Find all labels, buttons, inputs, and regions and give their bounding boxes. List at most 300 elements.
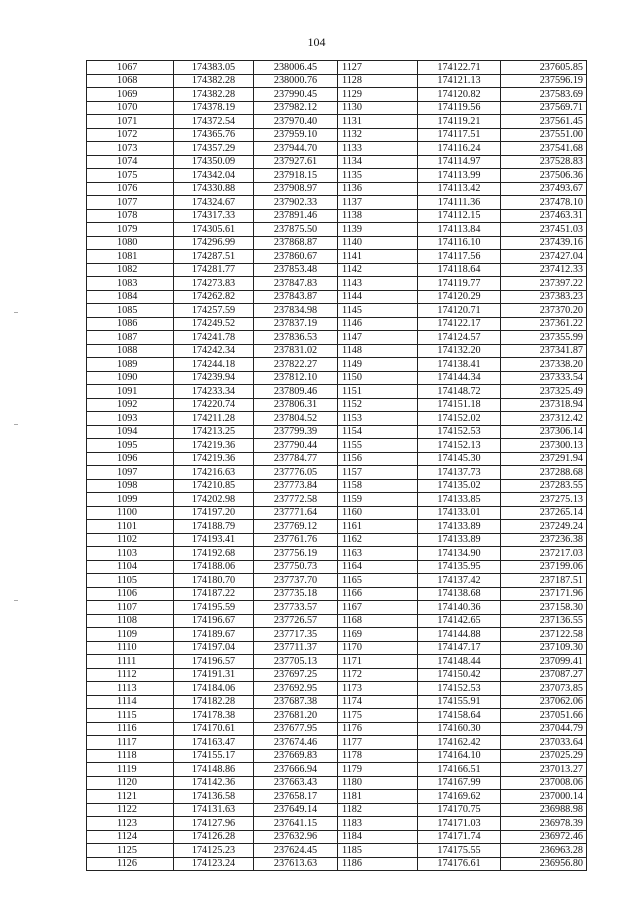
x-coordinate-cell: 174170.75 bbox=[418, 803, 501, 817]
y-coordinate-cell: 237561.45 bbox=[501, 115, 587, 129]
x-coordinate-cell: 174167.99 bbox=[418, 776, 501, 790]
y-coordinate-cell: 237868.87 bbox=[254, 236, 338, 250]
x-coordinate-cell: 174133.89 bbox=[418, 520, 501, 534]
point-number-cell: 1150 bbox=[338, 371, 418, 385]
point-number-cell: 1090 bbox=[87, 371, 174, 385]
x-coordinate-cell: 174262.82 bbox=[174, 290, 254, 304]
point-number-cell: 1085 bbox=[87, 304, 174, 318]
y-coordinate-cell: 237087.27 bbox=[501, 668, 587, 682]
y-coordinate-cell: 237769.12 bbox=[254, 520, 338, 534]
x-coordinate-cell: 174196.67 bbox=[174, 614, 254, 628]
x-coordinate-cell: 174184.06 bbox=[174, 682, 254, 696]
x-coordinate-cell: 174182.28 bbox=[174, 695, 254, 709]
point-number-cell: 1157 bbox=[338, 466, 418, 480]
point-number-cell: 1134 bbox=[338, 155, 418, 169]
point-number-cell: 1102 bbox=[87, 533, 174, 547]
x-coordinate-cell: 174170.61 bbox=[174, 722, 254, 736]
coordinates-table-body bbox=[87, 61, 587, 871]
point-number-cell: 1086 bbox=[87, 317, 174, 331]
point-number-cell: 1067 bbox=[87, 61, 174, 75]
x-coordinate-cell: 174169.62 bbox=[418, 790, 501, 804]
x-coordinate-cell: 174188.06 bbox=[174, 560, 254, 574]
x-coordinate-cell: 174211.28 bbox=[174, 412, 254, 426]
point-number-cell: 1107 bbox=[87, 601, 174, 615]
y-coordinate-cell: 237412.33 bbox=[501, 263, 587, 277]
x-coordinate-cell: 174216.63 bbox=[174, 466, 254, 480]
table-row bbox=[87, 236, 587, 250]
x-coordinate-cell: 174118.64 bbox=[418, 263, 501, 277]
table-row bbox=[87, 452, 587, 466]
y-coordinate-cell: 236988.98 bbox=[501, 803, 587, 817]
point-number-cell: 1114 bbox=[87, 695, 174, 709]
table-row bbox=[87, 844, 587, 858]
coordinates-table bbox=[86, 60, 587, 871]
point-number-cell: 1172 bbox=[338, 668, 418, 682]
y-coordinate-cell: 237663.43 bbox=[254, 776, 338, 790]
x-coordinate-cell: 174119.21 bbox=[418, 115, 501, 129]
point-number-cell: 1072 bbox=[87, 128, 174, 142]
table-row bbox=[87, 439, 587, 453]
y-coordinate-cell: 237099.41 bbox=[501, 655, 587, 669]
y-coordinate-cell: 237750.73 bbox=[254, 560, 338, 574]
y-coordinate-cell: 237666.94 bbox=[254, 763, 338, 777]
x-coordinate-cell: 174196.57 bbox=[174, 655, 254, 669]
y-coordinate-cell: 237199.06 bbox=[501, 560, 587, 574]
point-number-cell: 1170 bbox=[338, 641, 418, 655]
y-coordinate-cell: 237275.13 bbox=[501, 493, 587, 507]
x-coordinate-cell: 174191.31 bbox=[174, 668, 254, 682]
y-coordinate-cell: 237902.33 bbox=[254, 196, 338, 210]
point-number-cell: 1164 bbox=[338, 560, 418, 574]
y-coordinate-cell: 237687.38 bbox=[254, 695, 338, 709]
y-coordinate-cell: 237265.14 bbox=[501, 506, 587, 520]
x-coordinate-cell: 174365.76 bbox=[174, 128, 254, 142]
point-number-cell: 1081 bbox=[87, 250, 174, 264]
x-coordinate-cell: 174138.68 bbox=[418, 587, 501, 601]
x-coordinate-cell: 174137.73 bbox=[418, 466, 501, 480]
x-coordinate-cell: 174210.85 bbox=[174, 479, 254, 493]
y-coordinate-cell: 237799.39 bbox=[254, 425, 338, 439]
point-number-cell: 1166 bbox=[338, 587, 418, 601]
table-row bbox=[87, 412, 587, 426]
point-number-cell: 1171 bbox=[338, 655, 418, 669]
margin-mark bbox=[14, 600, 18, 601]
y-coordinate-cell: 237847.83 bbox=[254, 277, 338, 291]
x-coordinate-cell: 174158.64 bbox=[418, 709, 501, 723]
point-number-cell: 1143 bbox=[338, 277, 418, 291]
y-coordinate-cell: 237439.16 bbox=[501, 236, 587, 250]
point-number-cell: 1069 bbox=[87, 88, 174, 102]
y-coordinate-cell: 237776.05 bbox=[254, 466, 338, 480]
point-number-cell: 1177 bbox=[338, 736, 418, 750]
x-coordinate-cell: 174132.20 bbox=[418, 344, 501, 358]
point-number-cell: 1176 bbox=[338, 722, 418, 736]
x-coordinate-cell: 174116.10 bbox=[418, 236, 501, 250]
x-coordinate-cell: 174202.98 bbox=[174, 493, 254, 507]
x-coordinate-cell: 174148.72 bbox=[418, 385, 501, 399]
x-coordinate-cell: 174119.77 bbox=[418, 277, 501, 291]
point-number-cell: 1088 bbox=[87, 344, 174, 358]
x-coordinate-cell: 174113.84 bbox=[418, 223, 501, 237]
point-number-cell: 1091 bbox=[87, 385, 174, 399]
point-number-cell: 1185 bbox=[338, 844, 418, 858]
margin-mark bbox=[14, 424, 18, 425]
x-coordinate-cell: 174213.25 bbox=[174, 425, 254, 439]
y-coordinate-cell: 237944.70 bbox=[254, 142, 338, 156]
point-number-cell: 1151 bbox=[338, 385, 418, 399]
x-coordinate-cell: 174133.85 bbox=[418, 493, 501, 507]
table-row bbox=[87, 547, 587, 561]
x-coordinate-cell: 174152.02 bbox=[418, 412, 501, 426]
point-number-cell: 1141 bbox=[338, 250, 418, 264]
table-row bbox=[87, 749, 587, 763]
y-coordinate-cell: 237711.37 bbox=[254, 641, 338, 655]
table-row bbox=[87, 668, 587, 682]
x-coordinate-cell: 174163.47 bbox=[174, 736, 254, 750]
y-coordinate-cell: 237596.19 bbox=[501, 74, 587, 88]
y-coordinate-cell: 237187.51 bbox=[501, 574, 587, 588]
table-row bbox=[87, 196, 587, 210]
x-coordinate-cell: 174120.71 bbox=[418, 304, 501, 318]
point-number-cell: 1101 bbox=[87, 520, 174, 534]
y-coordinate-cell: 237506.36 bbox=[501, 169, 587, 183]
point-number-cell: 1084 bbox=[87, 290, 174, 304]
table-row bbox=[87, 533, 587, 547]
point-number-cell: 1161 bbox=[338, 520, 418, 534]
x-coordinate-cell: 174160.30 bbox=[418, 722, 501, 736]
y-coordinate-cell: 237288.68 bbox=[501, 466, 587, 480]
table-row bbox=[87, 520, 587, 534]
table-row bbox=[87, 601, 587, 615]
point-number-cell: 1135 bbox=[338, 169, 418, 183]
y-coordinate-cell: 237784.77 bbox=[254, 452, 338, 466]
y-coordinate-cell: 237325.49 bbox=[501, 385, 587, 399]
y-coordinate-cell: 237771.64 bbox=[254, 506, 338, 520]
x-coordinate-cell: 174357.29 bbox=[174, 142, 254, 156]
x-coordinate-cell: 174119.56 bbox=[418, 101, 501, 115]
table-row bbox=[87, 398, 587, 412]
table-row bbox=[87, 614, 587, 628]
x-coordinate-cell: 174134.90 bbox=[418, 547, 501, 561]
x-coordinate-cell: 174125.23 bbox=[174, 844, 254, 858]
y-coordinate-cell: 237551.00 bbox=[501, 128, 587, 142]
x-coordinate-cell: 174164.10 bbox=[418, 749, 501, 763]
table-row bbox=[87, 682, 587, 696]
y-coordinate-cell: 237341.87 bbox=[501, 344, 587, 358]
y-coordinate-cell: 237044.79 bbox=[501, 722, 587, 736]
x-coordinate-cell: 174142.65 bbox=[418, 614, 501, 628]
x-coordinate-cell: 174131.63 bbox=[174, 803, 254, 817]
point-number-cell: 1128 bbox=[338, 74, 418, 88]
x-coordinate-cell: 174378.19 bbox=[174, 101, 254, 115]
x-coordinate-cell: 174382.28 bbox=[174, 88, 254, 102]
x-coordinate-cell: 174116.24 bbox=[418, 142, 501, 156]
x-coordinate-cell: 174189.67 bbox=[174, 628, 254, 642]
point-number-cell: 1092 bbox=[87, 398, 174, 412]
table-row bbox=[87, 425, 587, 439]
x-coordinate-cell: 174120.29 bbox=[418, 290, 501, 304]
x-coordinate-cell: 174249.52 bbox=[174, 317, 254, 331]
y-coordinate-cell: 237333.54 bbox=[501, 371, 587, 385]
y-coordinate-cell: 237217.03 bbox=[501, 547, 587, 561]
point-number-cell: 1123 bbox=[87, 817, 174, 831]
y-coordinate-cell: 237613.63 bbox=[254, 857, 338, 871]
x-coordinate-cell: 174220.74 bbox=[174, 398, 254, 412]
point-number-cell: 1147 bbox=[338, 331, 418, 345]
point-number-cell: 1142 bbox=[338, 263, 418, 277]
x-coordinate-cell: 174113.99 bbox=[418, 169, 501, 183]
x-coordinate-cell: 174372.54 bbox=[174, 115, 254, 129]
y-coordinate-cell: 237831.02 bbox=[254, 344, 338, 358]
x-coordinate-cell: 174330.88 bbox=[174, 182, 254, 196]
y-coordinate-cell: 237927.61 bbox=[254, 155, 338, 169]
point-number-cell: 1156 bbox=[338, 452, 418, 466]
table-row bbox=[87, 493, 587, 507]
y-coordinate-cell: 237249.24 bbox=[501, 520, 587, 534]
y-coordinate-cell: 237569.71 bbox=[501, 101, 587, 115]
y-coordinate-cell: 237397.22 bbox=[501, 277, 587, 291]
point-number-cell: 1113 bbox=[87, 682, 174, 696]
point-number-cell: 1167 bbox=[338, 601, 418, 615]
x-coordinate-cell: 174178.38 bbox=[174, 709, 254, 723]
point-number-cell: 1163 bbox=[338, 547, 418, 561]
point-number-cell: 1115 bbox=[87, 709, 174, 723]
point-number-cell: 1078 bbox=[87, 209, 174, 223]
x-coordinate-cell: 174152.53 bbox=[418, 425, 501, 439]
x-coordinate-cell: 174296.99 bbox=[174, 236, 254, 250]
x-coordinate-cell: 174117.56 bbox=[418, 250, 501, 264]
point-number-cell: 1162 bbox=[338, 533, 418, 547]
x-coordinate-cell: 174188.79 bbox=[174, 520, 254, 534]
y-coordinate-cell: 237493.67 bbox=[501, 182, 587, 196]
y-coordinate-cell: 237632.96 bbox=[254, 830, 338, 844]
table-row bbox=[87, 61, 587, 75]
x-coordinate-cell: 174145.30 bbox=[418, 452, 501, 466]
y-coordinate-cell: 237822.27 bbox=[254, 358, 338, 372]
y-coordinate-cell: 237681.20 bbox=[254, 709, 338, 723]
x-coordinate-cell: 174133.01 bbox=[418, 506, 501, 520]
x-coordinate-cell: 174241.78 bbox=[174, 331, 254, 345]
x-coordinate-cell: 174176.61 bbox=[418, 857, 501, 871]
point-number-cell: 1160 bbox=[338, 506, 418, 520]
point-number-cell: 1111 bbox=[87, 655, 174, 669]
point-number-cell: 1119 bbox=[87, 763, 174, 777]
x-coordinate-cell: 174148.86 bbox=[174, 763, 254, 777]
point-number-cell: 1173 bbox=[338, 682, 418, 696]
x-coordinate-cell: 174383.05 bbox=[174, 61, 254, 75]
table-row bbox=[87, 142, 587, 156]
y-coordinate-cell: 237804.52 bbox=[254, 412, 338, 426]
table-row bbox=[87, 223, 587, 237]
table-row bbox=[87, 736, 587, 750]
point-number-cell: 1127 bbox=[338, 61, 418, 75]
table-row bbox=[87, 317, 587, 331]
y-coordinate-cell: 237541.68 bbox=[501, 142, 587, 156]
x-coordinate-cell: 174124.57 bbox=[418, 331, 501, 345]
x-coordinate-cell: 174350.09 bbox=[174, 155, 254, 169]
point-number-cell: 1093 bbox=[87, 412, 174, 426]
table-row bbox=[87, 277, 587, 291]
point-number-cell: 1144 bbox=[338, 290, 418, 304]
x-coordinate-cell: 174195.59 bbox=[174, 601, 254, 615]
y-coordinate-cell: 237772.58 bbox=[254, 493, 338, 507]
x-coordinate-cell: 174180.70 bbox=[174, 574, 254, 588]
point-number-cell: 1183 bbox=[338, 817, 418, 831]
x-coordinate-cell: 174144.88 bbox=[418, 628, 501, 642]
table-row bbox=[87, 250, 587, 264]
x-coordinate-cell: 174287.51 bbox=[174, 250, 254, 264]
x-coordinate-cell: 174233.34 bbox=[174, 385, 254, 399]
x-coordinate-cell: 174305.61 bbox=[174, 223, 254, 237]
table-row bbox=[87, 101, 587, 115]
y-coordinate-cell: 237033.64 bbox=[501, 736, 587, 750]
table-row bbox=[87, 182, 587, 196]
y-coordinate-cell: 236956.80 bbox=[501, 857, 587, 871]
point-number-cell: 1174 bbox=[338, 695, 418, 709]
y-coordinate-cell: 237062.06 bbox=[501, 695, 587, 709]
table-row bbox=[87, 385, 587, 399]
x-coordinate-cell: 174342.04 bbox=[174, 169, 254, 183]
point-number-cell: 1087 bbox=[87, 331, 174, 345]
table-row bbox=[87, 641, 587, 655]
point-number-cell: 1153 bbox=[338, 412, 418, 426]
x-coordinate-cell: 174152.13 bbox=[418, 439, 501, 453]
y-coordinate-cell: 237463.31 bbox=[501, 209, 587, 223]
y-coordinate-cell: 237970.40 bbox=[254, 115, 338, 129]
y-coordinate-cell: 237733.57 bbox=[254, 601, 338, 615]
table-row bbox=[87, 506, 587, 520]
y-coordinate-cell: 237583.69 bbox=[501, 88, 587, 102]
point-number-cell: 1097 bbox=[87, 466, 174, 480]
x-coordinate-cell: 174135.95 bbox=[418, 560, 501, 574]
point-number-cell: 1080 bbox=[87, 236, 174, 250]
y-coordinate-cell: 237726.57 bbox=[254, 614, 338, 628]
y-coordinate-cell: 237025.29 bbox=[501, 749, 587, 763]
x-coordinate-cell: 174197.04 bbox=[174, 641, 254, 655]
point-number-cell: 1098 bbox=[87, 479, 174, 493]
table-row bbox=[87, 709, 587, 723]
point-number-cell: 1073 bbox=[87, 142, 174, 156]
y-coordinate-cell: 237300.13 bbox=[501, 439, 587, 453]
y-coordinate-cell: 237641.15 bbox=[254, 817, 338, 831]
point-number-cell: 1106 bbox=[87, 587, 174, 601]
y-coordinate-cell: 237891.46 bbox=[254, 209, 338, 223]
point-number-cell: 1178 bbox=[338, 749, 418, 763]
y-coordinate-cell: 237806.31 bbox=[254, 398, 338, 412]
y-coordinate-cell: 237122.58 bbox=[501, 628, 587, 642]
y-coordinate-cell: 237735.18 bbox=[254, 587, 338, 601]
table-row bbox=[87, 803, 587, 817]
point-number-cell: 1148 bbox=[338, 344, 418, 358]
x-coordinate-cell: 174281.77 bbox=[174, 263, 254, 277]
point-number-cell: 1079 bbox=[87, 223, 174, 237]
point-number-cell: 1181 bbox=[338, 790, 418, 804]
x-coordinate-cell: 174273.83 bbox=[174, 277, 254, 291]
y-coordinate-cell: 237236.38 bbox=[501, 533, 587, 547]
point-number-cell: 1104 bbox=[87, 560, 174, 574]
point-number-cell: 1117 bbox=[87, 736, 174, 750]
page-number: 104 bbox=[307, 35, 326, 49]
x-coordinate-cell: 174155.17 bbox=[174, 749, 254, 763]
x-coordinate-cell: 174120.82 bbox=[418, 88, 501, 102]
y-coordinate-cell: 237383.23 bbox=[501, 290, 587, 304]
table-row bbox=[87, 790, 587, 804]
y-coordinate-cell: 237860.67 bbox=[254, 250, 338, 264]
y-coordinate-cell: 238006.45 bbox=[254, 61, 338, 75]
point-number-cell: 1070 bbox=[87, 101, 174, 115]
point-number-cell: 1103 bbox=[87, 547, 174, 561]
y-coordinate-cell: 237283.55 bbox=[501, 479, 587, 493]
x-coordinate-cell: 174147.17 bbox=[418, 641, 501, 655]
y-coordinate-cell: 237073.85 bbox=[501, 682, 587, 696]
point-number-cell: 1165 bbox=[338, 574, 418, 588]
x-coordinate-cell: 174155.91 bbox=[418, 695, 501, 709]
y-coordinate-cell: 237837.19 bbox=[254, 317, 338, 331]
point-number-cell: 1149 bbox=[338, 358, 418, 372]
point-number-cell: 1083 bbox=[87, 277, 174, 291]
y-coordinate-cell: 237990.45 bbox=[254, 88, 338, 102]
y-coordinate-cell: 237717.35 bbox=[254, 628, 338, 642]
y-coordinate-cell: 237836.53 bbox=[254, 331, 338, 345]
point-number-cell: 1108 bbox=[87, 614, 174, 628]
y-coordinate-cell: 237008.06 bbox=[501, 776, 587, 790]
x-coordinate-cell: 174122.17 bbox=[418, 317, 501, 331]
y-coordinate-cell: 237809.46 bbox=[254, 385, 338, 399]
table-row bbox=[87, 655, 587, 669]
point-number-cell: 1131 bbox=[338, 115, 418, 129]
y-coordinate-cell: 237982.12 bbox=[254, 101, 338, 115]
y-coordinate-cell: 237451.03 bbox=[501, 223, 587, 237]
point-number-cell: 1180 bbox=[338, 776, 418, 790]
x-coordinate-cell: 174126.28 bbox=[174, 830, 254, 844]
x-coordinate-cell: 174152.53 bbox=[418, 682, 501, 696]
x-coordinate-cell: 174127.96 bbox=[174, 817, 254, 831]
y-coordinate-cell: 237737.70 bbox=[254, 574, 338, 588]
x-coordinate-cell: 174138.41 bbox=[418, 358, 501, 372]
x-coordinate-cell: 174317.33 bbox=[174, 209, 254, 223]
table-row bbox=[87, 128, 587, 142]
point-number-cell: 1130 bbox=[338, 101, 418, 115]
y-coordinate-cell: 237000.14 bbox=[501, 790, 587, 804]
point-number-cell: 1137 bbox=[338, 196, 418, 210]
point-number-cell: 1159 bbox=[338, 493, 418, 507]
y-coordinate-cell: 237013.27 bbox=[501, 763, 587, 777]
y-coordinate-cell: 237355.99 bbox=[501, 331, 587, 345]
x-coordinate-cell: 174150.42 bbox=[418, 668, 501, 682]
y-coordinate-cell: 237697.25 bbox=[254, 668, 338, 682]
x-coordinate-cell: 174193.41 bbox=[174, 533, 254, 547]
point-number-cell: 1182 bbox=[338, 803, 418, 817]
x-coordinate-cell: 174122.71 bbox=[418, 61, 501, 75]
point-number-cell: 1184 bbox=[338, 830, 418, 844]
y-coordinate-cell: 237790.44 bbox=[254, 439, 338, 453]
y-coordinate-cell: 237306.14 bbox=[501, 425, 587, 439]
table-row bbox=[87, 88, 587, 102]
x-coordinate-cell: 174114.97 bbox=[418, 155, 501, 169]
y-coordinate-cell: 237705.13 bbox=[254, 655, 338, 669]
table-row bbox=[87, 830, 587, 844]
x-coordinate-cell: 174140.36 bbox=[418, 601, 501, 615]
x-coordinate-cell: 174142.36 bbox=[174, 776, 254, 790]
point-number-cell: 1169 bbox=[338, 628, 418, 642]
point-number-cell: 1094 bbox=[87, 425, 174, 439]
y-coordinate-cell: 237051.66 bbox=[501, 709, 587, 723]
table-row bbox=[87, 115, 587, 129]
point-number-cell: 1096 bbox=[87, 452, 174, 466]
point-number-cell: 1076 bbox=[87, 182, 174, 196]
y-coordinate-cell: 237658.17 bbox=[254, 790, 338, 804]
y-coordinate-cell: 237624.45 bbox=[254, 844, 338, 858]
